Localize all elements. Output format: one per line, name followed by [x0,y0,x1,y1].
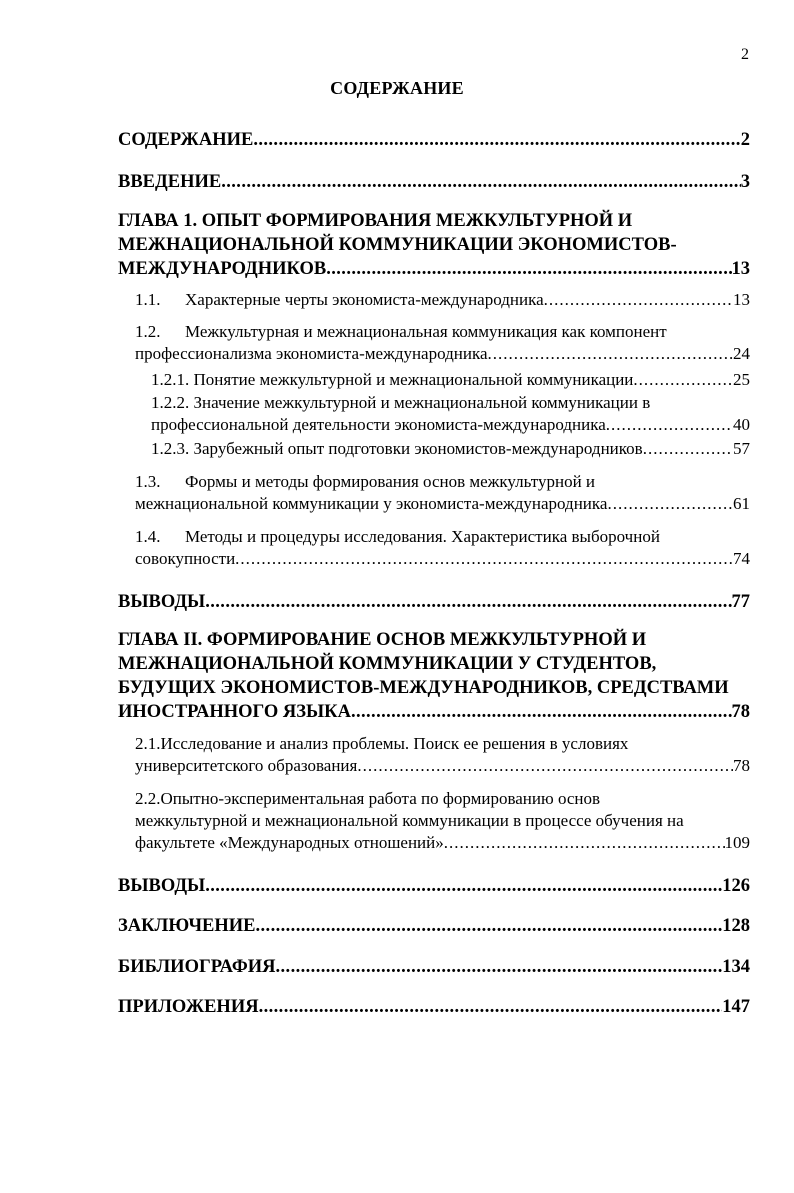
toc-entry-section-1-2[interactable] [118,321,750,365]
toc-page-number: 2 [740,130,750,150]
toc-page-number: 61 [733,494,750,513]
toc-leader [351,700,732,724]
toc-entry-label: Межкультурная и межнациональная коммуникация как компонент [185,322,667,341]
toc-entry-label: университетского образования [135,756,358,775]
toc-leader [205,874,722,898]
toc-leader [205,590,731,614]
toc-page-number: 13 [733,290,750,309]
toc-entry-label: СОДЕРЖАНИЕ [118,130,254,150]
toc-entry-label: ИНОСТРАННОГО ЯЗЫКА [118,702,351,722]
toc-entry-label: ВЫВОДЫ [118,876,206,896]
toc-entry-section-1-2-2[interactable] [118,392,750,436]
toc-entry-section-1-1[interactable] [118,289,750,311]
toc-entry-label: БУДУЩИХ ЭКОНОМИСТОВ-МЕЖДУНАРОДНИКОВ, СРЕДСТВАМИ [118,678,729,698]
toc-entry-label: МЕЖДУНАРОДНИКОВ [118,259,327,279]
toc-entry-label: совокупности [135,549,236,568]
toc-page-number: 74 [733,549,750,568]
toc-entry-section-1-2-1[interactable] [118,369,750,391]
toc-leader [607,493,733,515]
toc-entry-label: Методы и процедуры исследования. Характеристика выборочной [185,527,660,546]
page-title: СОДЕРЖАНИЕ [330,78,464,98]
toc-entry-label: 1.2.3. Зарубежный опыт подготовки экономистов-международников [151,439,643,458]
toc-entry-contents[interactable] [118,128,750,152]
toc-leader [253,128,740,152]
toc-leader [235,548,733,570]
toc-entry-label: профессиональной деятельности экономиста-международника [151,415,606,434]
toc-entry-label: 2.2.Опытно-экспериментальная работа по формированию основ [135,789,601,808]
toc-entry-conclusions-1[interactable] [118,590,750,614]
toc-leader [276,955,723,979]
toc-page-number: 109 [724,833,750,852]
toc-leader [606,414,733,436]
toc-entry-introduction[interactable] [118,170,750,194]
toc-entry-label: ПРИЛОЖЕНИЯ [118,997,259,1017]
toc-page-number: 147 [722,997,750,1017]
toc-page-number: 128 [722,916,750,936]
toc-leader [221,170,741,194]
toc-entry-section-2-2[interactable] [118,788,750,854]
toc-entry-label: БИБЛИОГРАФИЯ [118,957,276,977]
toc-entry-label: ЗАКЛЮЧЕНИЕ [118,916,256,936]
toc-entry-label: профессионализма экономиста-международника [135,344,488,363]
toc-entry-label: МЕЖНАЦИОНАЛЬНОЙ КОММУНИКАЦИИ У СТУДЕНТОВ, [118,654,657,674]
toc-entry-appendices[interactable] [118,995,750,1019]
toc-page-number: 24 [733,344,750,363]
toc-entry-label: ВЫВОДЫ [118,592,206,612]
toc-section-number: 1.1. [135,290,161,309]
toc-entry-section-1-2-3[interactable] [118,438,750,460]
page-number: 2 [741,46,749,63]
toc-page-number: 3 [740,172,750,192]
toc-entry-bibliography[interactable] [118,955,750,979]
toc-entry-label: межнациональной коммуникации у экономиста-международника [135,494,608,513]
toc-page-number: 77 [731,592,750,612]
toc-leader [256,914,723,938]
toc-entry-section-1-4[interactable] [118,526,750,570]
toc-leader [643,438,733,460]
toc-entry-label: 2.1.Исследование и анализ проблемы. Поиск ее решения в условиях [135,734,629,753]
toc-page-number: 126 [722,876,750,896]
toc-leader [633,369,733,391]
toc-page-number: 78 [731,702,750,722]
toc-entry-label: ВВЕДЕНИЕ [118,172,222,192]
toc-page-number: 134 [722,957,750,977]
toc-entry-section-1-3[interactable] [118,471,750,515]
toc-entry-chapter-2[interactable] [118,628,750,724]
toc-entry-label: Формы и методы формирования основ межкультурной и [185,472,596,491]
toc-leader [544,289,733,311]
toc-entry-conclusions-2[interactable] [118,874,750,898]
toc-section-number: 1.4. [135,527,161,546]
toc-entry-label: ГЛАВА II. ФОРМИРОВАНИЕ ОСНОВ МЕЖКУЛЬТУРНОЙ И [118,630,647,650]
toc-entry-label: 1.2.2. Значение межкультурной и межнациональной коммуникации в [151,393,651,412]
toc-entry-section-2-1[interactable] [118,733,750,777]
toc-entry-chapter-1[interactable] [118,209,750,281]
toc-entry-label: факультете «Международных отношений» [135,833,444,852]
toc-leader [357,755,733,777]
toc-page-number: 40 [733,415,750,434]
toc-leader [488,343,733,365]
toc-page-number: 25 [733,370,750,389]
toc-page-number: 57 [733,439,750,458]
toc-section-number: 1.3. [135,472,161,491]
toc-page-number: 13 [731,259,750,279]
toc-entry-label: 1.2.1. Понятие межкультурной и межнациональной коммуникации [151,370,634,389]
toc-entry-label: Характерные черты экономиста-международника [185,290,544,309]
toc-leader [326,257,731,281]
toc-page-number: 78 [733,756,750,775]
toc-entry-conclusion[interactable] [118,914,750,938]
toc-entry-label: ГЛАВА 1. ОПЫТ ФОРМИРОВАНИЯ МЕЖКУЛЬТУРНОЙ И [118,211,633,231]
toc-section-number: 1.2. [135,322,161,341]
toc-entry-label: МЕЖНАЦИОНАЛЬНОЙ КОММУНИКАЦИИ ЭКОНОМИСТОВ- [118,235,677,255]
toc-leader [444,832,725,854]
toc-leader [259,995,723,1019]
toc-entry-label: межкультурной и межнациональной коммуникации в процессе обучения на [135,811,684,830]
